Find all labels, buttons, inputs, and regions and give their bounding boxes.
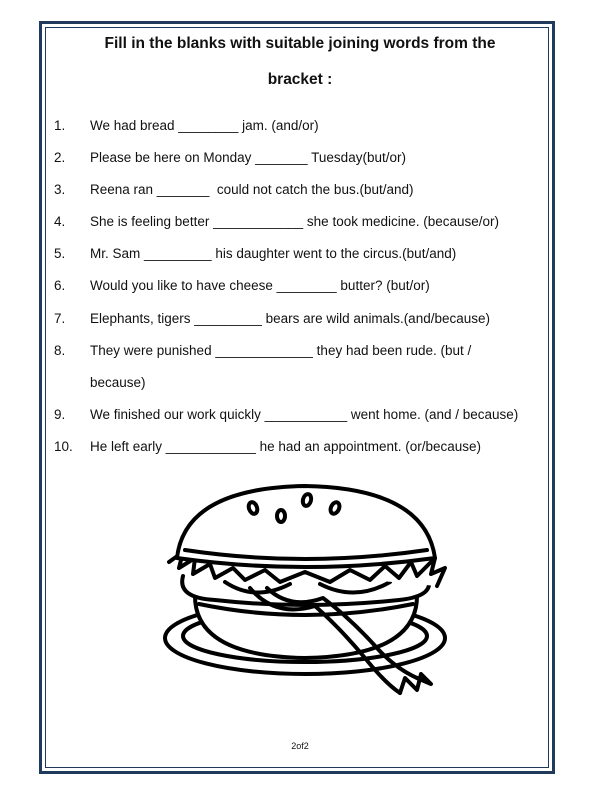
question-text: We finished our work quickly ___________ went home. (and / because) [90, 407, 519, 422]
question-number: 10. [54, 439, 73, 454]
question-text: She is feeling better ____________ she took medicine. (because/or) [90, 214, 500, 229]
question-number: 2. [54, 150, 66, 165]
question-number: 1. [54, 118, 66, 133]
question-text: Mr. Sam _________ his daughter went to the circus.(but/and) [90, 246, 457, 261]
burger-icon [155, 478, 455, 708]
question-number: 4. [54, 214, 66, 229]
question-text: Elephants, tigers _________ bears are wild animals.(and/because) [90, 311, 490, 326]
question-number: 5. [54, 246, 66, 261]
question-number: 6. [54, 278, 66, 293]
question-text: He left early ____________ he had an appointment. (or/because) [90, 439, 482, 454]
question-number: 3. [54, 182, 66, 197]
question-text-continued: because) [90, 375, 146, 390]
question-number: 8. [54, 343, 66, 358]
question-text: Please be here on Monday _______ Tuesday(but/or) [90, 150, 406, 165]
page-number: 2of2 [291, 741, 309, 751]
question-text: Would you like to have cheese ________ butter? (but/or) [90, 278, 430, 293]
question-number: 7. [54, 311, 66, 326]
worksheet-title-line1: Fill in the blanks with suitable joining words from the [104, 35, 496, 52]
question-text: We had bread ________ jam. (and/or) [90, 118, 319, 133]
question-number: 9. [54, 407, 66, 422]
question-text: They were punished _____________ they had been rude. (but / [90, 343, 472, 358]
question-text: Reena ran _______ could not catch the bus.(but/and) [90, 182, 414, 197]
worksheet-title-line2: bracket : [267, 71, 333, 88]
